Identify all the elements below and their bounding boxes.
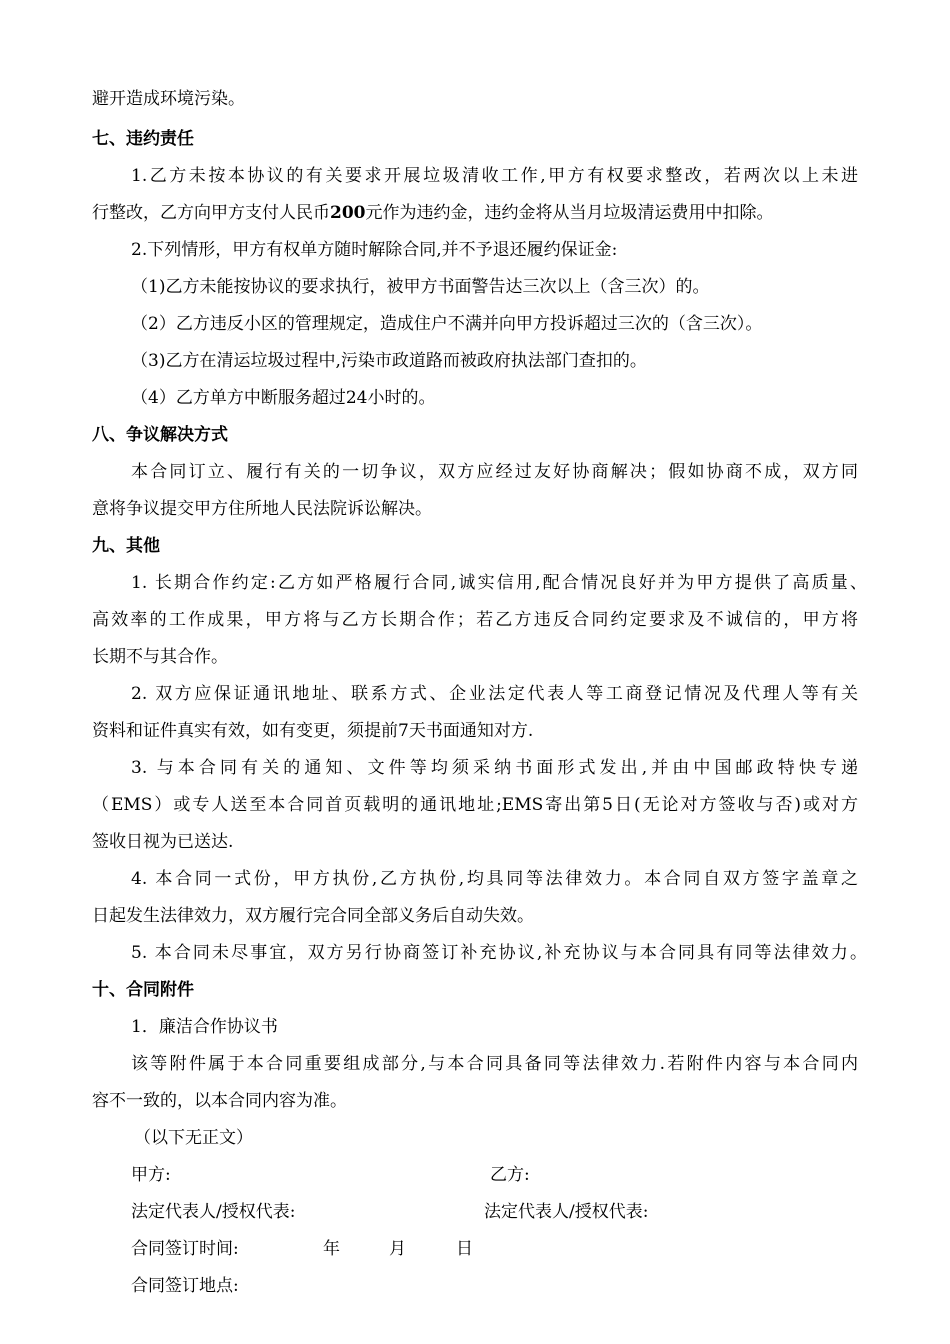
rep-b-label: 法定代表人/授权代表: bbox=[484, 1202, 649, 1222]
s7-p1-line2-b: 元作为违约金，违约金将从当月垃圾清运费用中扣除。 bbox=[365, 203, 774, 223]
sign-place-label: 合同签订地点: bbox=[131, 1276, 239, 1296]
no-further-text: （以下无正文） bbox=[134, 1128, 253, 1148]
s9-i4-line2: 日起发生法律效力，双方履行完合同全部义务后自动失效。 bbox=[92, 906, 534, 926]
s8-line2: 意将争议提交甲方住所地人民法院诉讼解决。 bbox=[92, 499, 432, 519]
s7-p1-line2-a: 行整改，乙方向甲方支付人民币 bbox=[92, 203, 330, 223]
s7-item-4: （4）乙方单方中断服务超过24小时的。 bbox=[131, 388, 436, 408]
s7-item-3: （3)乙方在清运垃圾过程中,污染市政道路而被政府执法部门查扣的。 bbox=[131, 351, 647, 371]
section-8-heading: 八、争议解决方式 bbox=[92, 425, 228, 445]
party-a-label: 甲方: bbox=[131, 1165, 171, 1185]
s7-item-1: （1)乙方未能按协议的要求执行，被甲方书面警告达三次以上（含三次）的。 bbox=[131, 277, 710, 297]
rep-a-label: 法定代表人/授权代表: bbox=[131, 1202, 296, 1222]
s9-i1-line3: 长期不与其合作。 bbox=[92, 647, 228, 667]
s10-line1: 该等附件属于本合同重要组成部分,与本合同具备同等法律效力.若附件内容与本合同内 bbox=[131, 1054, 858, 1074]
section-9-heading: 九、其他 bbox=[92, 536, 160, 556]
s7-p1-line1: 1.乙方未按本协议的有关要求开展垃圾清收工作,甲方有权要求整改，若两次以上未进 bbox=[131, 166, 858, 186]
s9-i3-line2: （EMS）或专人送至本合同首页载明的通讯地址;EMS寄出第5日(无论对方签收与否)或对方 bbox=[92, 795, 858, 815]
sign-month: 月 bbox=[389, 1239, 406, 1259]
s10-item1: 1．廉洁合作协议书 bbox=[131, 1017, 278, 1037]
section-7-heading: 七、违约责任 bbox=[92, 129, 194, 149]
s9-i2-line1: 2. 双方应保证通讯地址、联系方式、企业法定代表人等工商登记情况及代理人等有关 bbox=[131, 684, 858, 704]
s9-i1-line2: 高效率的工作成果，甲方将与乙方长期合作；若乙方违反合同约定要求及不诚信的，甲方将 bbox=[92, 610, 858, 630]
intro-tail: 避开造成环境污染。 bbox=[92, 89, 245, 109]
s8-line1: 本合同订立、履行有关的一切争议，双方应经过友好协商解决；假如协商不成，双方同 bbox=[131, 462, 858, 482]
sign-time-label: 合同签订时间: bbox=[131, 1239, 239, 1259]
s9-i1-line1: 1. 长期合作约定:乙方如严格履行合同,诚实信用,配合情况良好并为甲方提供了高质量、 bbox=[131, 573, 867, 593]
s7-item-2: （2）乙方违反小区的管理规定，造成住户不满并向甲方投诉超过三次的（含三次）。 bbox=[131, 314, 763, 334]
sign-day: 日 bbox=[456, 1239, 473, 1259]
sign-year: 年 bbox=[323, 1239, 340, 1259]
s9-i5-line1: 5. 本合同未尽事宜，双方另行协商签订补充协议,补充协议与本合同具有同等法律效力。 bbox=[131, 943, 867, 963]
s9-i4-line1: 4. 本合同一式份，甲方执份,乙方执份,均具同等法律效力。本合同自双方签字盖章之 bbox=[131, 869, 858, 889]
s9-i2-line2: 资料和证件真实有效，如有变更，须提前7天书面通知对方. bbox=[92, 721, 534, 741]
s10-line2: 容不一致的，以本合同内容为准。 bbox=[92, 1091, 347, 1111]
party-b-label: 乙方: bbox=[490, 1165, 530, 1185]
s7-p2: 2.下列情形，甲方有权单方随时解除合同,并不予退还履约保证金: bbox=[131, 240, 618, 260]
penalty-amount: 200 bbox=[330, 203, 366, 223]
s7-p1-line2 bbox=[92, 202, 774, 224]
s9-i3-line3: 签收日视为已送达. bbox=[92, 832, 234, 852]
section-10-heading: 十、合同附件 bbox=[92, 980, 194, 1000]
s9-i3-line1: 3. 与本合同有关的通知、文件等均须采纳书面形式发出,并由中国邮政特快专递 bbox=[131, 758, 858, 778]
